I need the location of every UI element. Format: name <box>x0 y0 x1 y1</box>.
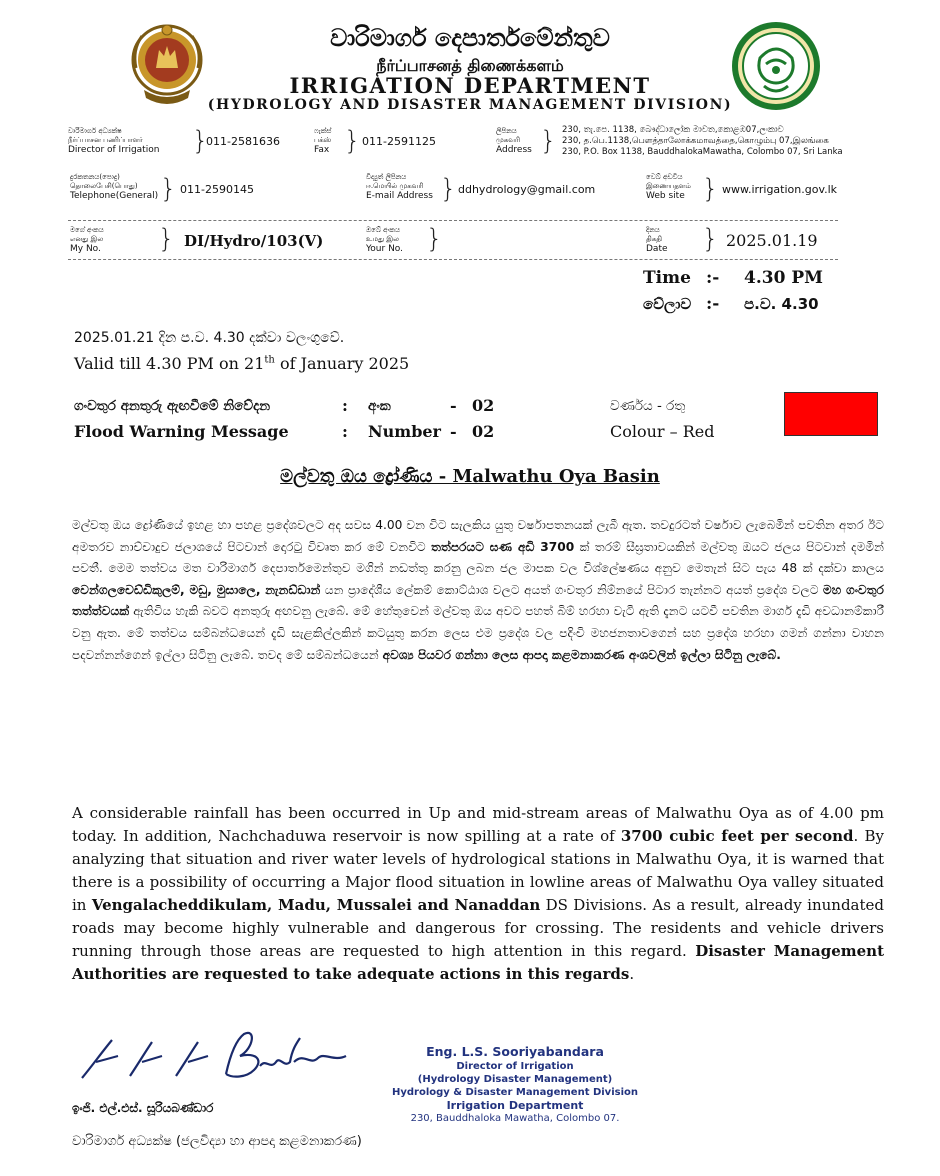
colour-label-sinhala: වර්ණය - රතු <box>610 398 686 414</box>
telephone-label: දුරකතනය(පොදු) தொலைபேசி(பொது) Telephone(General) <box>70 173 159 201</box>
address-label: ලිපිනය முகவரி Address <box>496 127 532 155</box>
signatory-title: වාරිමාර්ග අධ්‍යක්ෂ (ජලවිද්‍යා හා ආපදා කළමනාකරණ) <box>72 1134 362 1149</box>
dept-title-sinhala: වාරිමාර්ග දෙපාර්තමේන්තුව <box>330 24 610 52</box>
director-phone: 011-2581636 <box>206 135 280 148</box>
number-dash: - <box>450 422 457 441</box>
telephone-value: 011-2590145 <box>180 183 254 196</box>
official-stamp: Eng. L.S. Sooriyabandara Director of Irrigation (Hydrology Disaster Management) Hydrology & Disaster Management Division Irrigation Department 230, Bauddhaloka Mawatha, Colombo 07. <box>392 1044 638 1124</box>
body-paragraph-english: A considerable rainfall has been occurred in Up and mid-stream areas of Malwathu Oya as of 4.00 pm today. In addition, Nachchaduwa reservoir is now spilling at a rate of 3700 cubic feet per second. By analyzing that situation and river water levels of hydrological stations in Malwathu Oya, it is warned that there is a possibility of occurring a Major flood situation in lowline areas of Malwathu Oya valley situated in Vengalacheddikulam, Madu, Mussalei and Nanaddan DS Divisions. As a result, already inundated roads may become highly vulnerable and dangerous for crossing. The residents and vehicle drivers running through those areas are requested to high attention in this regard. Disaster Management Authorities are requested to take adequate actions in this regards. <box>72 804 885 983</box>
brace: } <box>344 126 361 156</box>
fax-label: ෆැක්ස් பக்ஸ் Fax <box>314 127 332 155</box>
brace: } <box>426 224 443 254</box>
brace: } <box>702 174 719 204</box>
time-separator: :- <box>706 268 720 288</box>
time-label: Time <box>643 268 691 288</box>
division-title: (HYDROLOGY AND DISASTER MANAGEMENT DIVISION) <box>207 97 733 113</box>
website-value: www.irrigation.gov.lk <box>722 183 838 196</box>
my-no-value: DI/Hydro/103(V) <box>184 232 324 250</box>
colour-swatch <box>784 392 878 436</box>
time-separator: :- <box>706 294 720 314</box>
fax-value: 011-2591125 <box>362 135 436 148</box>
validity-sinhala: 2025.01.21 දින ප.ව. 4.30 දක්වා වලංගුවේ. <box>74 330 345 346</box>
message-number: 02 <box>472 396 495 415</box>
signatory-name: ඉංජි. එල්.එස්. සූරියබණ්ඩාර <box>72 1101 214 1115</box>
dept-title-tamil: நீர்ப்பாசனத் திணைக்களம் <box>376 56 564 75</box>
brace: } <box>158 224 175 254</box>
time-value-sinhala: ප.ව. 4.30 <box>744 295 819 313</box>
message-colon: : <box>342 422 348 441</box>
colour-label-english: Colour – Red <box>610 422 715 441</box>
brace: } <box>702 224 719 254</box>
date-value: 2025.01.19 <box>726 231 818 250</box>
your-no-label: ඔබේ අංකය உமது இல Your No. <box>366 226 404 254</box>
brace: } <box>540 126 557 156</box>
date-label: දිනය திகதி Date <box>646 226 668 254</box>
message-colon: : <box>342 396 348 415</box>
time-label-sinhala: වේලාව <box>643 295 692 313</box>
number-label-sinhala: අංක <box>368 398 391 414</box>
dept-title-english: IRRIGATION DEPARTMENT <box>289 73 651 98</box>
director-label: වාරිමාර්ග අධ්‍යක්ෂ நீர்ப்பாசன பணிப்பாளர் Director of Irrigation <box>68 127 160 155</box>
message-label-english: Flood Warning Message <box>74 422 289 441</box>
message-number: 02 <box>472 422 495 441</box>
brace: } <box>160 174 177 204</box>
message-label-sinhala: ගංවතුර අනතුරු ඇඟවීමේ නිවේදන <box>74 398 271 414</box>
divider <box>68 259 838 260</box>
time-value: 4.30 PM <box>744 268 823 288</box>
brace: } <box>192 126 209 156</box>
brace: } <box>440 174 457 204</box>
number-dash: - <box>450 396 457 415</box>
body-paragraph-sinhala: මල්වතු ඔය ද්‍රෝණියේ ඉහළ හා පහළ ප්‍රදේශවලට අද සවස 4.00 වන විට සැලකිය යුතු වර්ෂාපතනයක් ලැබී ඇත. තවදුරටත් වර්ෂාව ලැබෙමින් පවතින අතර ඊට අමතරව නාච්චාදුව ජලාශයේ පිටවාන් දොරටු විවෘත කර මේ වනවිට තත්පරයට ඝණ අඩි 3700 ක් තරම් සීඝ්‍රතාවයකින් මල්වතු ඔයට ජලය පිටවාන් දමමින් පවතී. මෙම තත්වය මත වාරිමාර්ග දෙපාර්තමෙන්තුව මගින් නඩත්තු කරනු ලබන ජල මාපක වල විශ්ලේෂණය අනුව මෙතැන් සිට පැය 48 ක් දක්වා කාලය වෙන්ගලචෙඩ්ඩිකුලම්, මඩු, මුසාලෙ, නැනඩ්ඩාන් යන ප්‍රාදේශීය ලේකම් කොට්ඨාශ වලට අයත් ගංවතුර නිම්නයේ පිටාර තැන්නට අයත් ප්‍රදේශ වලට මහ ගංවතුර තත්ත්වයක් ඇතිවිය හැකි බවට අනතුරු අඟවනු ලැබේ. මේ හේතුවෙන් මල්වතු ඔය අවට පහත් බිම් හරහා වැටී ඇති දැනට යටවී පවතින මාර්ග දැඩි අවධානම්කාරී වනු ඇත. මේ තත්වය සම්බන්ධයෙන් දැඩි සැළකිල්ලකින් කටයුතු කරන ලෙස එම ප්‍රදේශ වල පදිංචි මහජනතාවගෙන් සහ ප්‍රදේශ හරහා ගමන් ගන්නා වාහන පදවන්නන්ගෙන් ඉල්ලා සිටිනු ලැබේ. තවද මේ සම්බන්ධයෙන් අවශ්‍ය පියවර ගන්නා ලෙස ආපදා කළමනාකරණ අංශවලින් ඉල්ලා සිටිනු ලැබේ. <box>72 518 885 662</box>
basin-title: මල්වතු ඔය ද්‍රෝණිය - Malwathu Oya Basin <box>280 466 660 487</box>
address-value: 230, තැ.පෙ. 1138, බෞද්ධාලෝක මාවත,කොළඹ07,ලංකාව 230, த.பெ.1138,பௌத்தாலோக்கமாவத்தை,கொழும்பு 07,இலங்கை 230, P.O. Box 1138, BauddhalokaMawatha, Colombo 07, Sri Lanka <box>562 125 843 157</box>
divider <box>68 220 838 221</box>
validity-english: Valid till 4.30 PM on 21th of January 2025 <box>74 354 410 373</box>
my-no-label: මගේ අංකය எனது இல My No. <box>70 226 104 254</box>
handwritten-signature <box>78 1022 368 1092</box>
number-label-english: Number <box>368 422 441 441</box>
website-label: වෙබ් අඩවිය இணையதளம் Web site <box>646 173 691 201</box>
email-value: ddhydrology@gmail.com <box>458 183 596 196</box>
email-label: විද්‍යුත් ලිපිනය ஈ.மெயில் முகவரி E-mail Address <box>366 173 433 201</box>
